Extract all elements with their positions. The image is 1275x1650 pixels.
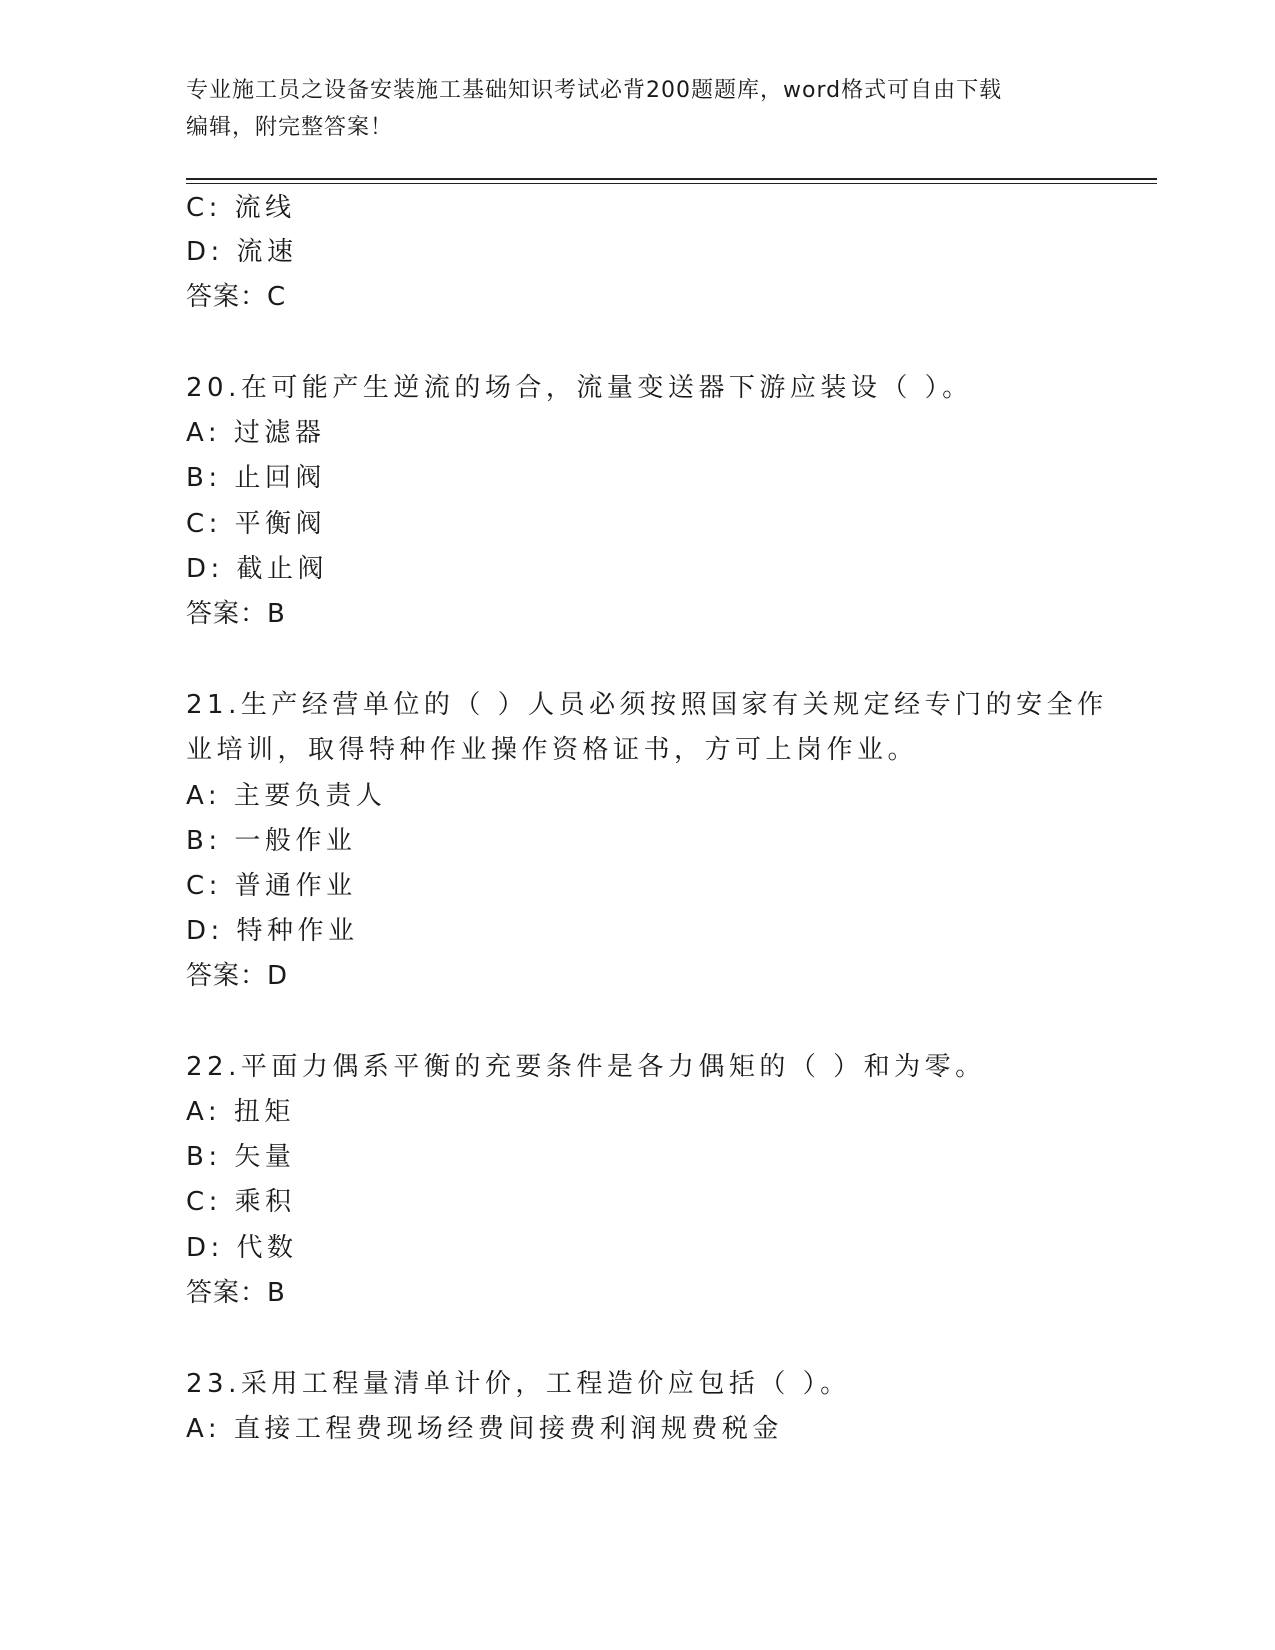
answer: 答案：B — [186, 1278, 286, 1308]
option-b: B: 止回阀 — [186, 463, 326, 493]
option-b: B: 矢量 — [186, 1142, 296, 1172]
header-divider-thick — [186, 178, 1157, 180]
option-d: D: 代数 — [186, 1233, 298, 1263]
option-a: A: 扭矩 — [186, 1097, 295, 1127]
question-20: 20.在可能产生逆流的场合，流量变送器下游应装设（ ）。 — [186, 373, 973, 403]
header-line-2: 编辑，附完整答案！ — [186, 115, 394, 140]
option-d: D: 特种作业 — [186, 916, 359, 946]
option-b: B: 一般作业 — [186, 826, 357, 856]
option-c: C: 平衡阀 — [186, 509, 327, 539]
option-a: A: 主要负责人 — [186, 781, 387, 811]
option-d: D: 流速 — [186, 237, 298, 267]
document-header — [186, 72, 1086, 146]
header-divider-thin — [186, 183, 1157, 184]
option-c: C: 乘积 — [186, 1187, 296, 1217]
answer: 答案：D — [186, 961, 289, 991]
option-d: D: 截止阀 — [186, 554, 329, 584]
answer: 答案：B — [186, 599, 286, 629]
question-21-continued: 业培训，取得特种作业操作资格证书，方可上岗作业。 — [186, 735, 919, 765]
answer: 答案：C — [186, 282, 287, 312]
option-c: C: 流线 — [186, 193, 296, 223]
header-line-1: 专业施工员之设备安装施工基础知识考试必背200题题库，word格式可自由下载 — [186, 78, 1003, 103]
question-22: 22.平面力偶系平衡的充要条件是各力偶矩的（ ）和为零。 — [186, 1052, 986, 1082]
question-23: 23.采用工程量清单计价，工程造价应包括（ ）。 — [186, 1369, 851, 1399]
option-c: C: 普通作业 — [186, 871, 357, 901]
question-21: 21.生产经营单位的（ ）人员必须按照国家有关规定经专门的安全作 — [186, 690, 1108, 720]
option-a: A: 过滤器 — [186, 418, 326, 448]
option-a: A: 直接工程费现场经费间接费利润规费税金 — [186, 1414, 783, 1444]
